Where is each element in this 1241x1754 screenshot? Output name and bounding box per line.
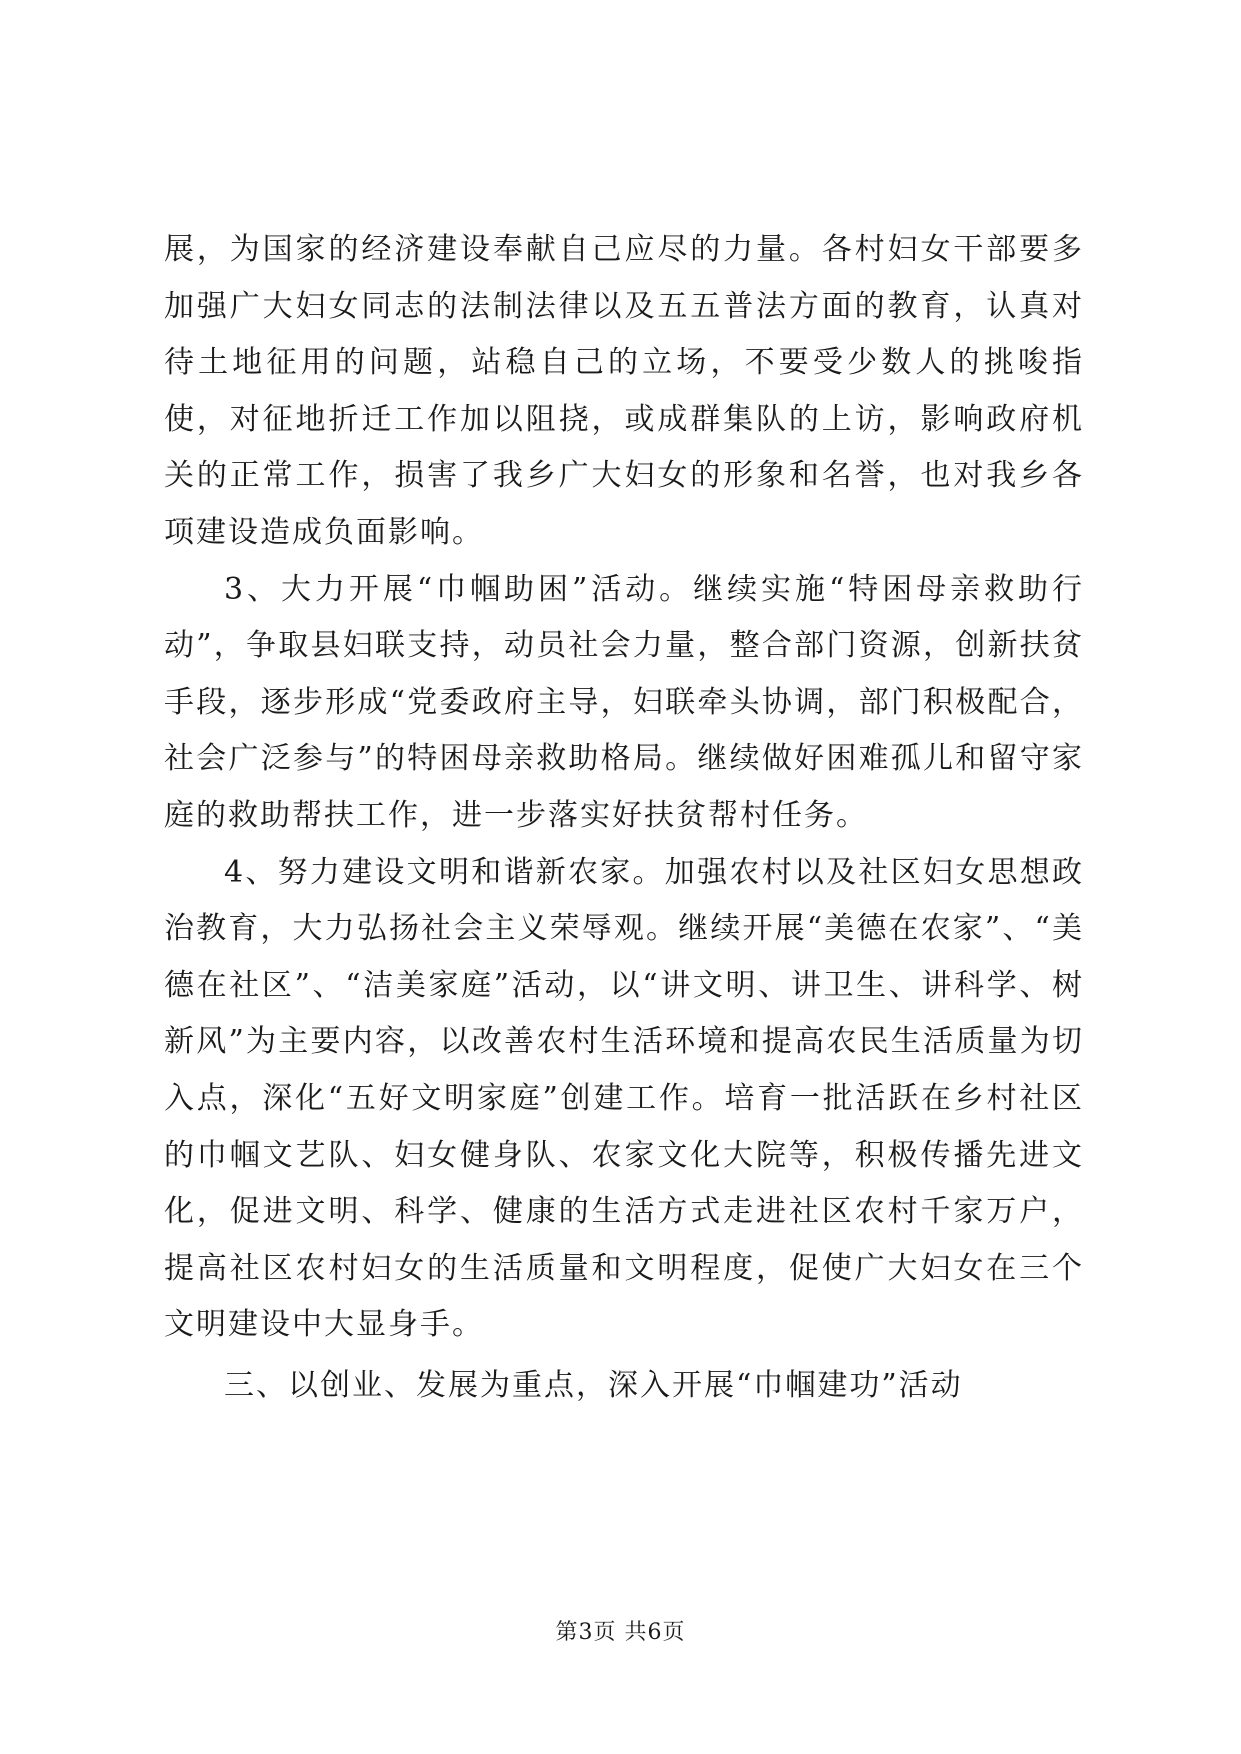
- paragraph-item-4: 4、努力建设文明和谐新农家。加强农村以及社区妇女思想政治教育，大力弘扬社会主义荣辱观。继续开展“美德在农家”、“美德在社区”、“洁美家庭”活动，以“讲文明、讲卫生、讲科学、树新风”为主要内容，以改善农村生活环境和提高农民生活质量为切入点，深化“五好文明家庭”创建工作。培育一批活跃在乡村社区的巾帼文艺队、妇女健身队、农家文化大院等，积极传播先进文化，促进文明、科学、健康的生活方式走进社区农村千家万户，提高社区农村妇女的生活质量和文明程度，促使广大妇女在三个文明建设中大显身手。: [164, 854, 1084, 1343]
- paragraph-item-3: 3、大力开展“巾帼助困”活动。继续实施“特困母亲救助行动”，争取县妇联支持，动员社会力量，整合部门资源，创新扶贫手段，逐步形成“党委政府主导，妇联牵头协调，部门积极配合，社会广泛参与”的特困母亲救助格局。继续做好困难孤儿和留守家庭的救助帮扶工作，进一步落实好扶贫帮村任务。: [164, 571, 1084, 833]
- section-heading: 三、以创业、发展为重点，深入开展“巾帼建功”活动: [224, 1367, 963, 1403]
- document-body: [164, 222, 1084, 1414]
- paragraph-continuation: 展，为国家的经济建设奉献自己应尽的力量。各村妇女干部要多加强广大妇女同志的法制法律以及五五普法方面的教育，认真对待土地征用的问题，站稳自己的立场，不要受少数人的挑唆指使，对征地折迁工作加以阻挠，或成群集队的上访，影响政府机关的正常工作，损害了我乡广大妇女的形象和名誉，也对我乡各项建设造成负面影响。: [164, 232, 1084, 550]
- page-footer: 第3页 共6页: [555, 1620, 686, 1645]
